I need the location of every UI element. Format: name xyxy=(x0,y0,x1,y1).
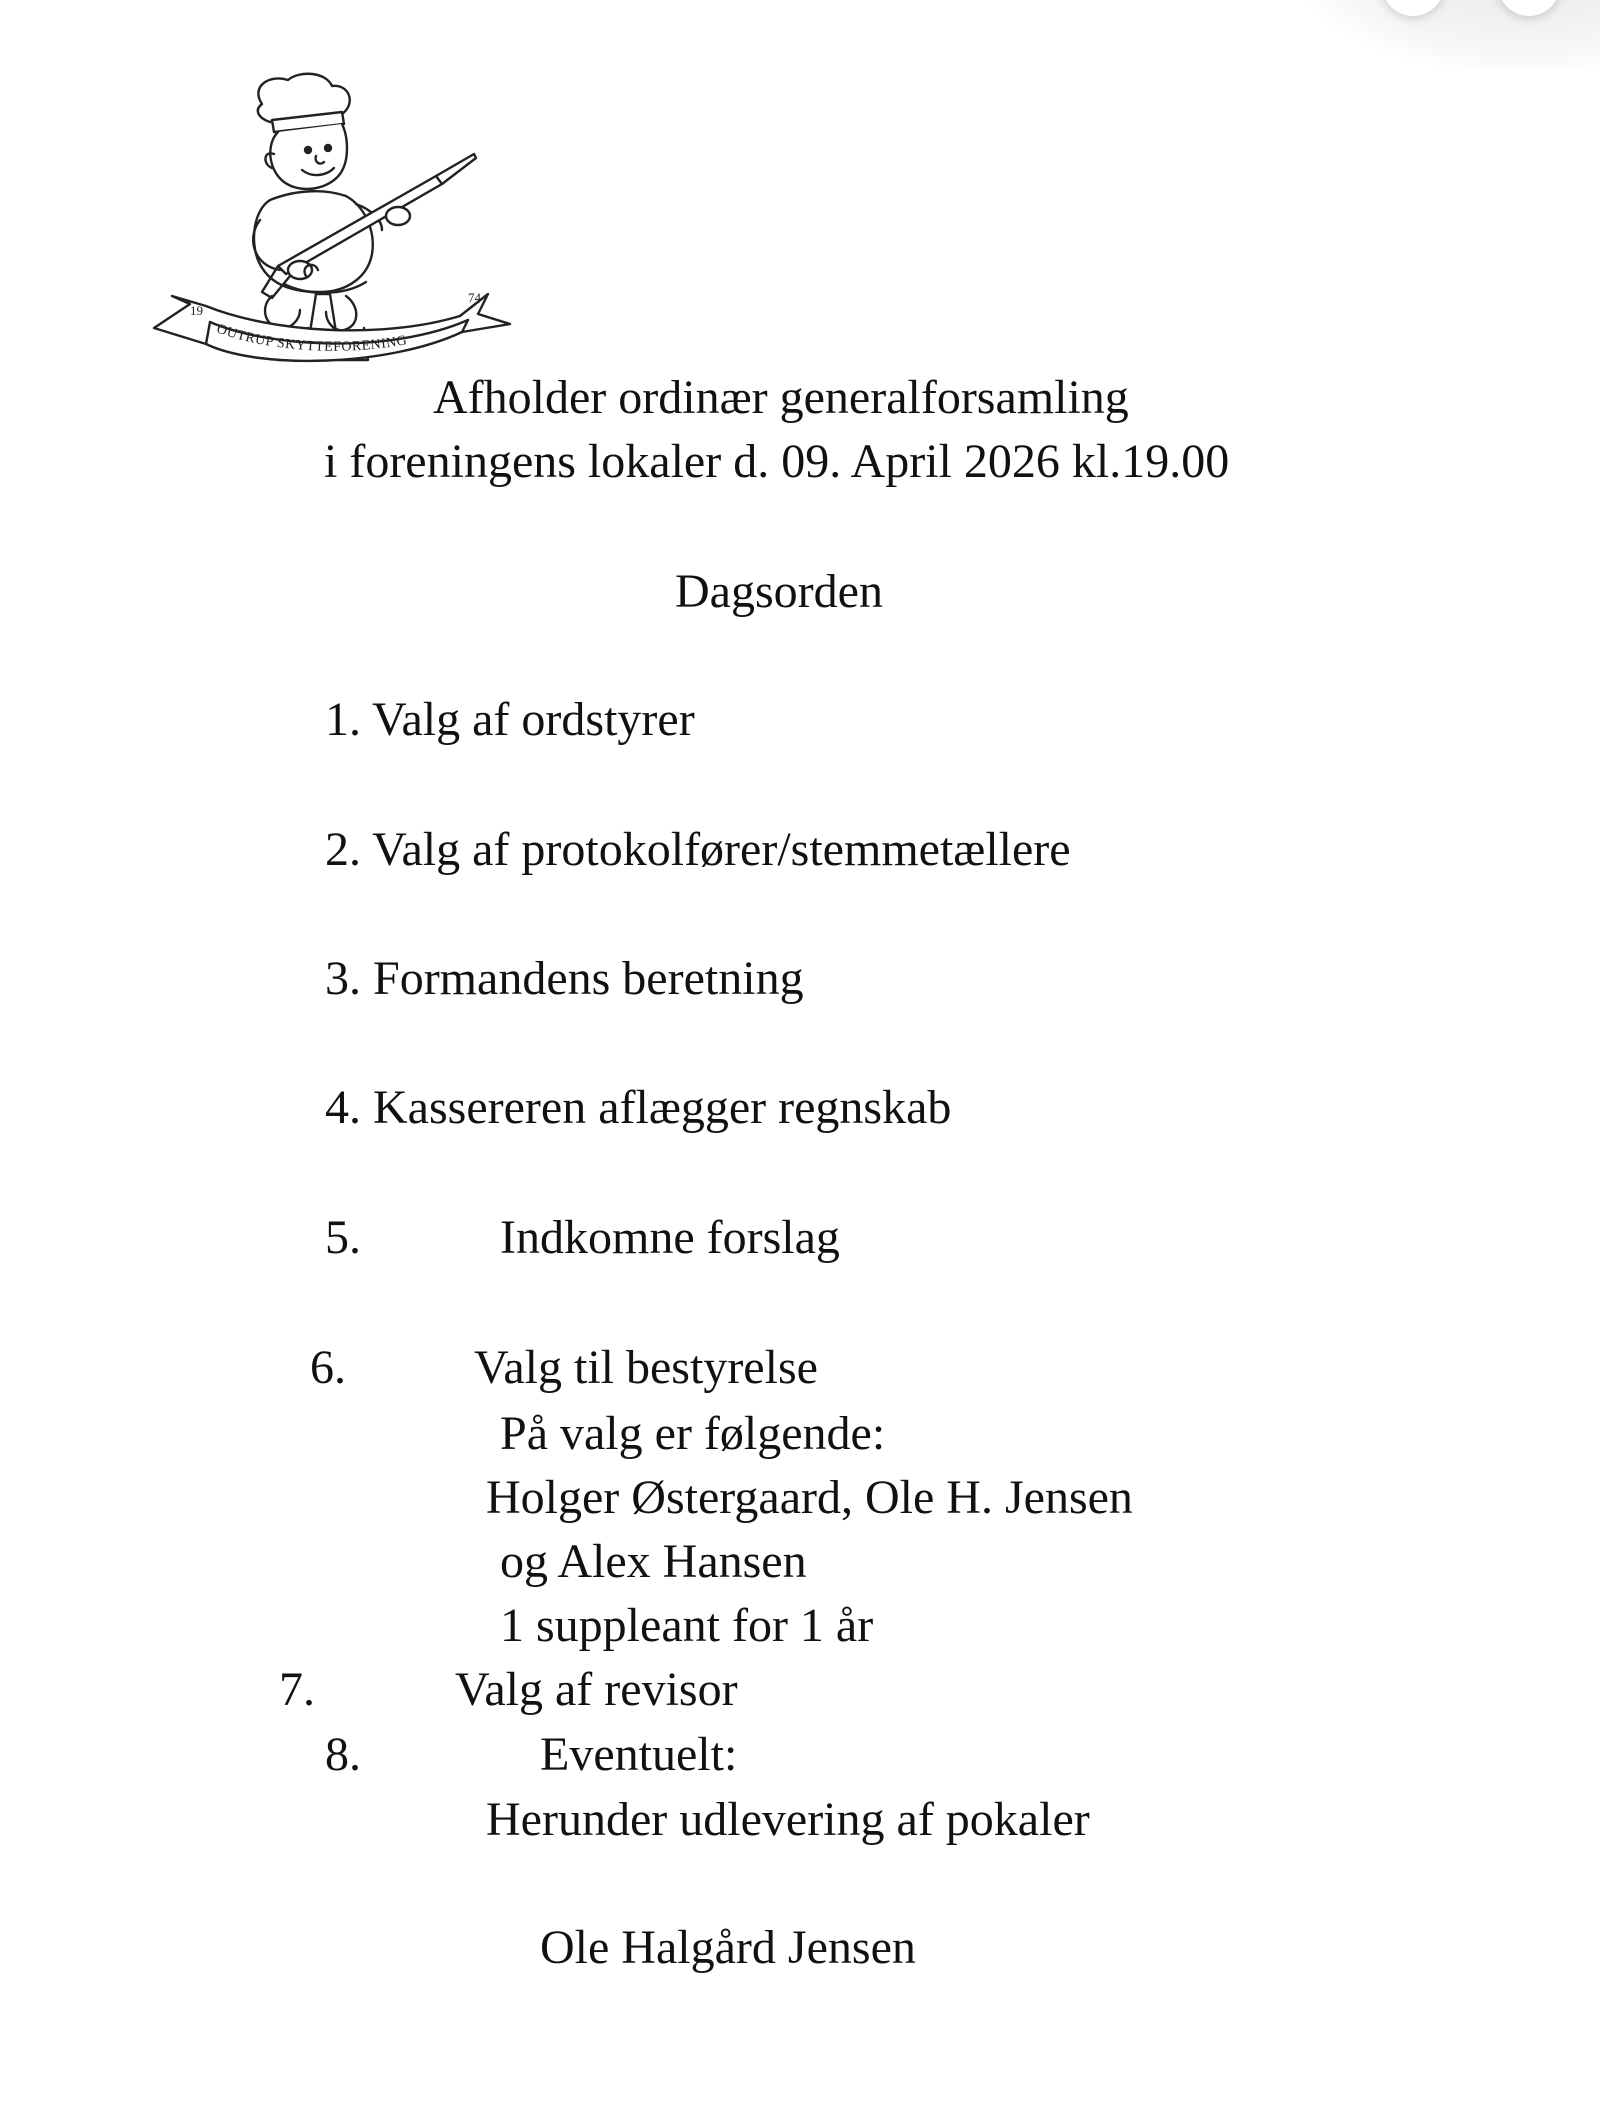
agenda-item-detail: 1 suppleant for 1 år xyxy=(500,1599,874,1652)
agenda-item-number: 4. xyxy=(325,1081,361,1134)
agenda-title: Dagsorden xyxy=(675,565,883,618)
agenda-item-number: 7. xyxy=(279,1663,315,1716)
agenda-item-number: 1. xyxy=(325,693,361,746)
agenda-item-3 xyxy=(325,952,804,1005)
agenda-item-text: Eventuelt: xyxy=(540,1728,738,1781)
agenda-item-detail: På valg er følgende: xyxy=(500,1407,886,1460)
agenda-item-1 xyxy=(325,693,695,746)
agenda-item-text: Indkomne forslag xyxy=(500,1211,840,1264)
logo-ribbon-text: OUTRUP SKYTTEFORENING xyxy=(214,321,409,355)
agenda-item-number: 5. xyxy=(325,1211,361,1264)
agenda-item-text: Valg af ordstyrer xyxy=(372,693,695,746)
signature: Ole Halgård Jensen xyxy=(540,1921,916,1974)
logo-year-right: 74 xyxy=(468,290,481,305)
agenda-item-number: 2. xyxy=(325,823,361,876)
header-line-2: i foreningens lokaler d. 09. April 2026 kl.19.00 xyxy=(324,435,1230,488)
agenda-item-number: 3. xyxy=(325,952,361,1005)
agenda-item-text: Valg af protokolfører/stemmetællere xyxy=(372,823,1071,876)
agenda-item-2 xyxy=(325,823,1071,876)
agenda-item-text: Valg af revisor xyxy=(455,1663,738,1716)
agenda-item-text: Formandens beretning xyxy=(373,952,804,1005)
agenda-item-number: 6. xyxy=(310,1341,346,1394)
header-line-1: Afholder ordinær generalforsamling xyxy=(433,371,1129,424)
overlay-shadow xyxy=(1300,0,1600,70)
agenda-item-detail: Herunder udlevering af pokaler xyxy=(486,1793,1090,1846)
agenda-item-text: Kassereren aflægger regnskab xyxy=(373,1081,952,1134)
logo-year-left: 19 xyxy=(190,303,203,318)
agenda-item-number: 8. xyxy=(325,1728,361,1781)
agenda-item-detail: og Alex Hansen xyxy=(500,1535,807,1588)
agenda-item-4 xyxy=(325,1081,952,1134)
club-logo xyxy=(150,70,520,370)
agenda-item-text: Valg til bestyrelse xyxy=(474,1341,818,1394)
agenda-item-detail: Holger Østergaard, Ole H. Jensen xyxy=(486,1471,1133,1524)
